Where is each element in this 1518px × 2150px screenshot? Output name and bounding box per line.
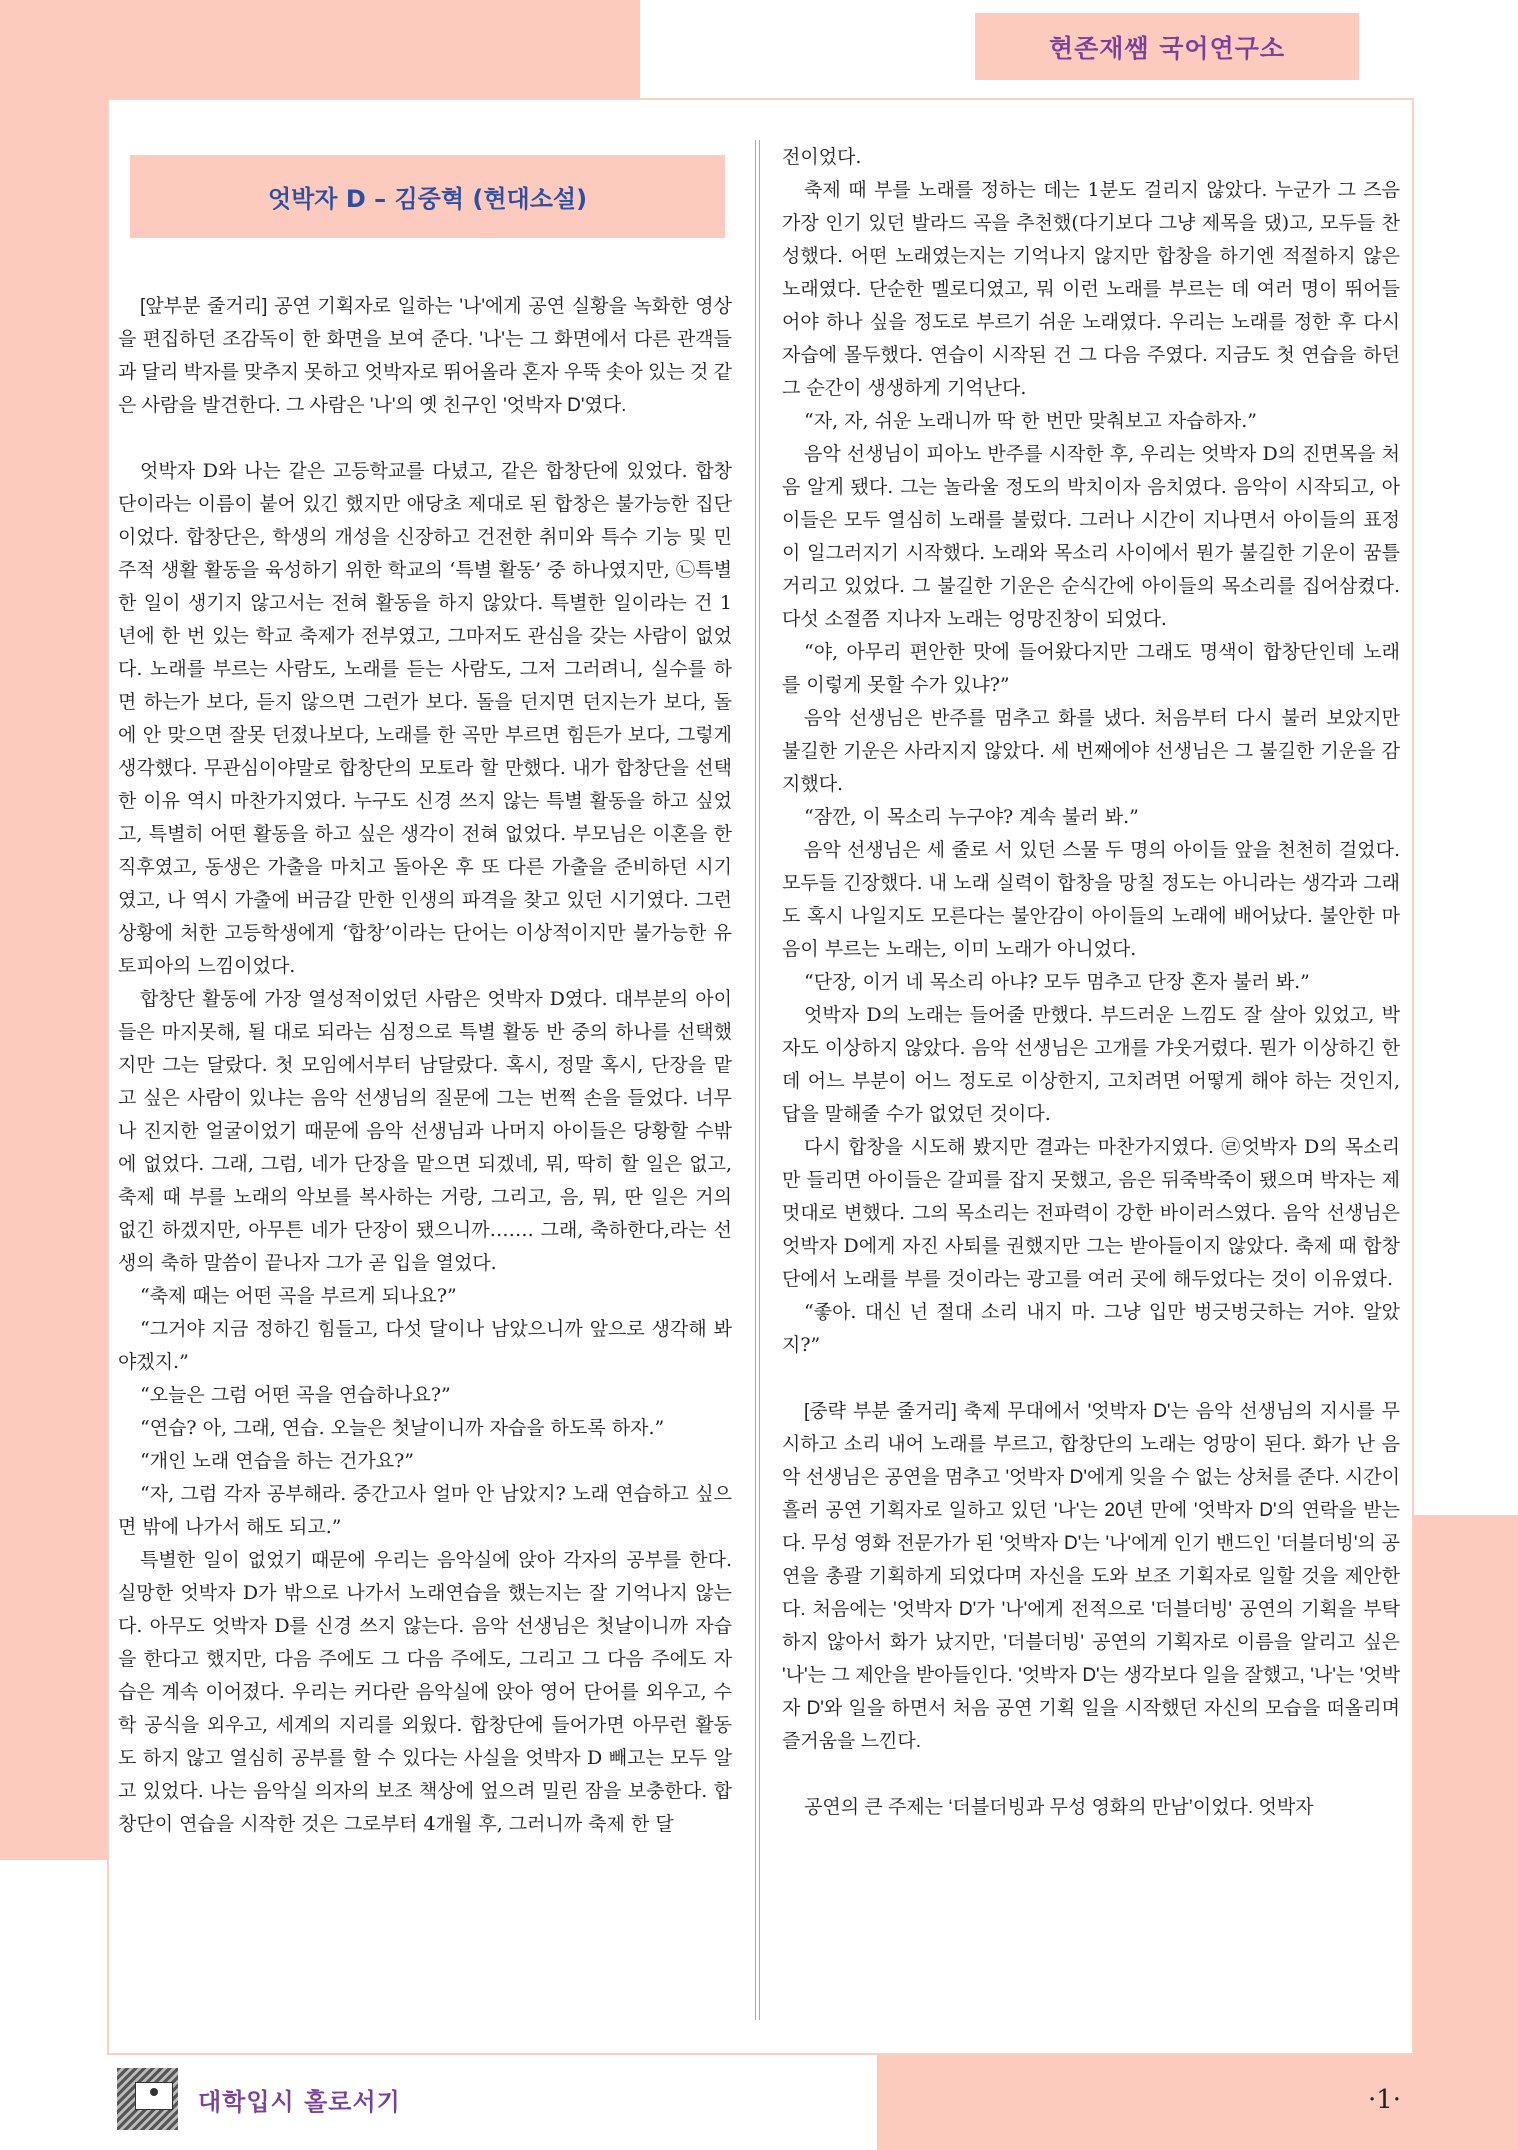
right-column (782, 141, 1400, 1824)
dialogue-line: “오늘은 그럼 어떤 곡을 연습하나요?” (140, 1384, 451, 1406)
signboard-icon (135, 2082, 173, 2110)
body-paragraph: 음악 선생님은 세 줄로 서 있던 스물 두 명의 아이들 앞을 천천히 걸었다. 모두들 긴장했다. 내 노래 실력이 합창을 망칠 정도는 아니라는 생각과 그래도 혹시 나일지도 모른다는 불안감이 아이들의 노래에 배어났다. 불안한 마음이 부르는 노래는, 이미 노래가 아니었다. (782, 839, 1400, 960)
dialogue-line: “잠깐, 이 목소리 누구야? 계속 불러 봐.” (804, 806, 1139, 828)
body-paragraph: 축제 때 부를 노래를 정하는 데는 1분도 걸리지 않았다. 누군가 그 즈음 가장 인기 있던 발라드 곡을 추천했(다기보다 그냥 제목을 댔)고, 모두들 찬성했다. 어떤 노래였는지는 기억나지 않지만 합창을 하기엔 적절하지 않은 노래였다. 단순한 멜로디였고, 뭐 이런 노래를 부르는 데 여러 명이 뛰어들어야 하나 싶을 정도로 부르기 쉬운 노래였다. 우리는 노래를 정한 후 다시 자습에 몰두했다. 연습이 시작된 건 그 다음 주였다. 지금도 첫 연습을 하던 그 순간이 생생하게 기억난다. (782, 179, 1400, 399)
dialogue-line: “자, 그럼 각자 공부해라. 중간고사 얼마 안 남았지? 노래 연습하고 싶으면 밖에 나가서 해도 되고.” (118, 1483, 732, 1538)
body-paragraph: 특별한 일이 없었기 때문에 우리는 음악실에 앉아 각자의 공부를 한다. 실망한 엇박자 D가 밖으로 나가서 노래연습을 했는지는 잘 기억나지 않는다. 아무도 엇박자 D를 신경 쓰지 않는다. 음악 선생님은 첫날이니까 자습을 한다고 했지만, 다음 주에도 그 다음 주에도, 그리고 그 다음 주에도 자습은 계속 이어졌다. 우리는 커다란 음악실에 앉아 영어 단어를 외우고, 수학 공식을 외우고, 세계의 지리를 외웠다. 합창단에 들어가면 아무런 활동도 하지 않고 열심히 공부를 할 수 있다는 사실을 엇박자 D 빼고는 모두 알고 있었다. 나는 음악실 의자의 보조 책상에 엎으려 밀린 잠을 보충한다. 합창단이 연습을 시작한 것은 그로부터 4개월 후, 그러니까 축제 한 달 (118, 1549, 732, 1835)
publisher-name: 대학입시 홀로서기 (198, 2088, 401, 2116)
summary-paragraph: [중략 부분 줄거리] 축제 무대에서 '엇박자 D'는 음악 선생님의 지시를 무시하고 소리 내어 노래를 부르고, 합창단의 노래는 엉망이 된다. 화가 난 음악 선생님은 공연을 멈추고 '엇박자 D'에게 잊을 수 없는 상처를 준다. 시간이 흘러 공연 기획자로 일하고 있던 '나'는 20년 만에 '엇박자 D'의 연락을 받는다. 무성 영화 전문가가 된 '엇박자 D'는 '나'에게 인기 밴드인 '더블더빙'의 공연을 총괄 기획하게 되었다며 자신을 도와 보조 기획자로 일할 것을 제안한다. 처음에는 '엇박자 D'가 '나'에게 전적으로 '더블더빙' 공연의 기획을 부탁하지 않아서 화가 났지만, '더블더빙' 공연의 기획자로 이름을 알리고 싶은 '나'는 그 제안을 받아들인다. '엇박자 D'는 생각보다 일을 잘했고, '나'는 '엇박자 D'와 일을 하면서 처음 공연 기획 일을 시작했던 자신의 모습을 떠올리며 즐거움을 느낀다. (782, 1401, 1400, 1752)
body-paragraph: 공연의 큰 주제는 ‘더블더빙과 무성 영화의 만남’이었다. 엇박자 (804, 1797, 1314, 1818)
body-paragraph: 엇박자 D의 노래는 들어줄 만했다. 부드러운 느낌도 잘 살아 있었고, 박자도 이상하지 않았다. 음악 선생님은 고개를 갸웃거렸다. 뭔가 이상하긴 한데 어느 부분이 어느 정도로 이상한지, 고치려면 어떻게 해야 하는 것인지, 답을 말해줄 수가 없었던 것이다. (782, 1004, 1400, 1125)
dialogue-line: “야, 아무리 편안한 맛에 들어왔다지만 그래도 명색이 합창단인데 노래를 이렇게 못할 수가 있냐?” (782, 641, 1400, 696)
body-paragraph: 전이었다. (782, 146, 862, 168)
summary-paragraph: [앞부분 줄거리] 공연 기획자로 일하는 '나'에게 공연 실황을 녹화한 영상을 편집하던 조감독이 한 화면을 보여 준다. '나'는 그 화면에서 다른 관객들과 달리 박자를 맞추지 못하고 엇박자로 뛰어올라 혼자 우뚝 솟아 있는 것 같은 사람을 발견한다. 그 사람은 '나'의 옛 친구인 '엇박자 D'였다. (118, 296, 732, 416)
body-paragraph: 음악 선생님은 반주를 멈추고 화를 냈다. 처음부터 다시 불러 보았지만 불길한 기운은 사라지지 않았다. 세 번째에야 선생님은 그 불길한 기운을 감지했다. (782, 707, 1400, 795)
brand-header: 현존재쌤 국어연구소 (975, 13, 1359, 80)
page-number: ·1· (1368, 2085, 1402, 2115)
dialogue-line: “자, 자, 쉬운 노래니까 딱 한 번만 맞춰보고 자습하자.” (804, 410, 1257, 432)
dialogue-line: “개인 노래 연습을 하는 건가요?” (140, 1450, 415, 1472)
dialogue-line: “연습? 아, 그래, 연습. 오늘은 첫날이니까 자습을 하도록 하자.” (140, 1417, 665, 1439)
body-paragraph: 다시 합창을 시도해 봤지만 결과는 마찬가지였다. ㉣엇박자 D의 목소리만 들리면 아이들은 갈피를 잡지 못했고, 음은 뒤죽박죽이 됐으며 박자는 제멋대로 변했다. 그의 목소리는 전파력이 강한 바이러스였다. 음악 선생님은 엇박자 D에게 자진 사퇴를 권했지만 그는 받아들이지 않았다. 축제 때 합창단에서 노래를 부를 것이라는 광고를 여러 곳에 해두었다는 것이 이유였다. (782, 1136, 1400, 1290)
decor-bottom-right-block (877, 2051, 1518, 2150)
left-column (118, 290, 732, 1841)
column-divider (755, 140, 760, 2020)
document-title: 엇박자 D – 김중혁 (현대소설) (130, 155, 725, 238)
body-paragraph: 엇박자 D와 나는 같은 고등학교를 다녔고, 같은 합창단에 있었다. 합창단이라는 이름이 붙어 있긴 했지만 애당초 제대로 된 합창은 불가능한 집단이었다. 합창단은, 학생의 개성을 신장하고 건전한 취미와 특수 기능 및 민주적 생활 활동을 육성하기 위한 학교의 ‘특별 활동’ 중 하나였지만, ㉡특별한 일이 생기지 않고서는 전혀 활동을 하지 않았다. 특별한 일이라는 건 1년에 한 번 있는 학교 축제가 전부였고, 그마저도 관심을 갖는 사람이 없었다. 노래를 부르는 사람도, 노래를 듣는 사람도, 그저 그러려니, 실수를 하면 하는가 보다, 듣지 않으면 그런가 보다. 돌을 던지면 던지는가 보다, 돌에 안 맞으면 잘못 던졌나보다, 노래를 한 곡만 부르면 힘든가 보다, 그렇게 생각했다. 무관심이야말로 합창단의 모토라 할 만했다. 내가 합창단을 선택한 이유 역시 마찬가지였다. 누구도 신경 쓰지 않는 특별 활동을 하고 싶었고, 특별히 어떤 활동을 하고 싶은 생각이 전혀 없었다. 부모님은 이혼을 한 직후였고, 동생은 가출을 마치고 돌아온 후 또 다른 가출을 준비하던 시기였고, 나 역시 가출에 버금갈 만한 인생의 파격을 찾고 있던 시기였다. 그런 상황에 처한 고등학생에게 ‘합창’이라는 단어는 이상적이지만 불가능한 유토피아의 느낌이었다. (118, 460, 732, 977)
body-paragraph: 음악 선생님이 피아노 반주를 시작한 후, 우리는 엇박자 D의 진면목을 처음 알게 됐다. 그는 놀라울 정도의 박치이자 음치였다. 음악이 시작되고, 아이들은 모두 열심히 노래를 불렀다. 그러나 시간이 지나면서 아이들의 표정이 일그러지기 시작했다. 노래와 목소리 사이에서 뭔가 불길한 기운이 꿈틀거리고 있었다. 그 불길한 기운은 순식간에 아이들의 목소리를 집어삼켰다. 다섯 소절쯤 지나자 노래는 엉망진창이 되었다. (782, 443, 1400, 630)
dialogue-line: “그거야 지금 정하긴 힘들고, 다섯 달이나 남았으니까 앞으로 생각해 봐야겠지.” (118, 1318, 732, 1373)
dialogue-line: “축제 때는 어떤 곡을 부르게 되나요?” (140, 1285, 457, 1307)
dialogue-line: “좋아. 대신 넌 절대 소리 내지 마. 그냥 입만 벙긋벙긋하는 거야. 알았지?” (782, 1301, 1400, 1356)
dialogue-line: “단장, 이거 네 목소리 아냐? 모두 멈추고 단장 혼자 불러 봐.” (804, 971, 1310, 993)
publisher-logo-image (117, 2068, 178, 2130)
decor-left-strip (0, 0, 107, 1860)
body-paragraph: 합창단 활동에 가장 열성적이었던 사람은 엇박자 D였다. 대부분의 아이들은 마지못해, 될 대로 되라는 심정으로 특별 활동 반 중의 하나를 선택했지만 그는 달랐다. 첫 모임에서부터 남달랐다. 혹시, 정말 혹시, 단장을 맡고 싶은 사람이 있냐는 음악 선생님의 질문에 그는 번쩍 손을 들었다. 너무나 진지한 얼굴이었기 때문에 음악 선생님과 나머지 아이들은 당황할 수밖에 없었다. 그래, 그럼, 네가 단장을 맡으면 되겠네, 뭐, 딱히 할 일은 없고, 축제 때 부를 노래의 악보를 복사하는 거랑, 그리고, 음, 뭐, 딴 일은 거의 없긴 하겠지만, 아무튼 네가 단장이 됐으니까……. 그래, 축하한다,라는 선생의 축하 말씀이 끝나자 그가 곧 입을 열었다. (118, 988, 732, 1274)
